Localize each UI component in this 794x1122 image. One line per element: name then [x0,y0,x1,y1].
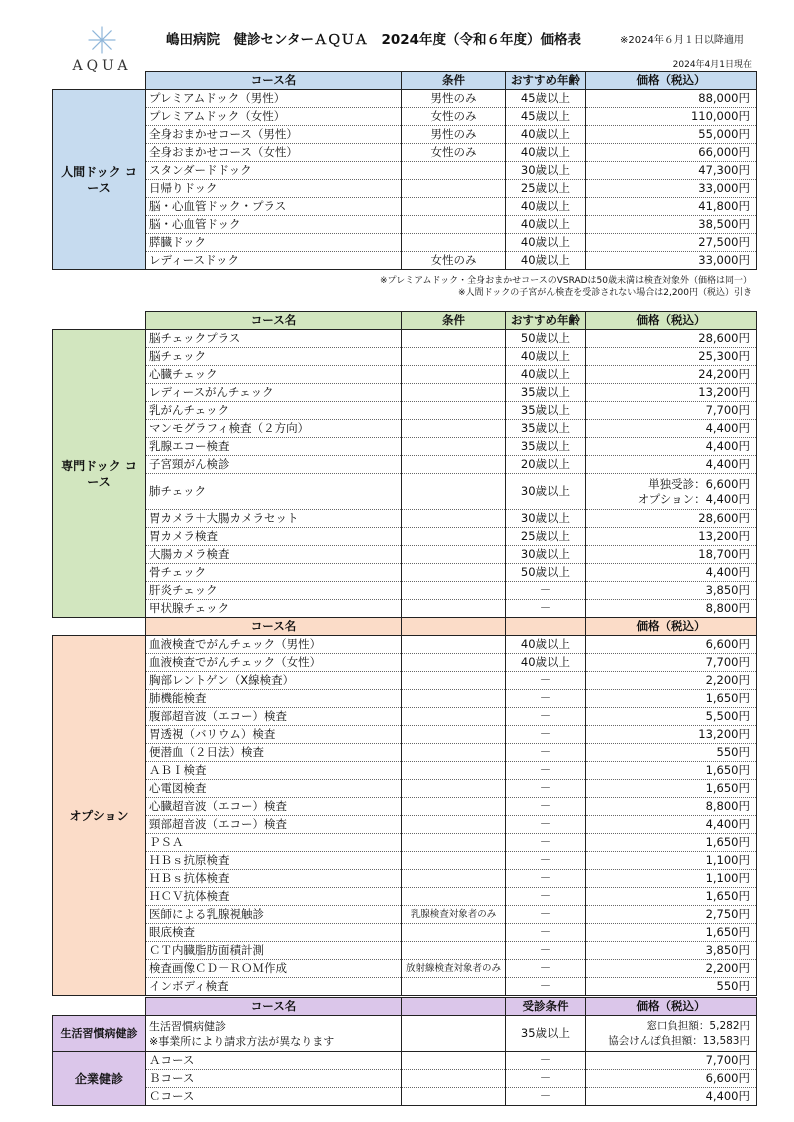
recommended-age: 30歳以上 [506,510,586,528]
ningen-dock-table [52,71,757,270]
header-course: コース名 [146,312,402,330]
lifestyle-age: 35歳以上 [506,1016,586,1052]
applies-note: ※2024年６月１日以降適用 [620,35,744,46]
price: 1,650円 [586,762,757,780]
recommended-age: － [506,708,586,726]
course-name: 胸部レントゲン（X線検査） [146,672,402,690]
course-name: マンモグラフィ検査（２方向） [146,420,402,438]
course-name: Ａコース [146,1052,402,1070]
recommended-age: － [506,762,586,780]
price: 2,200円 [586,960,757,978]
table-row [53,510,757,528]
table-row [53,1070,757,1088]
condition [402,474,506,510]
option-header-course: コース名 [146,618,402,636]
recommended-age: 35歳以上 [506,420,586,438]
recommended-age: － [506,798,586,816]
course-name: 心臓チェック [146,366,402,384]
condition: 乳腺検査対象者のみ [402,906,506,924]
recommended-age: 40歳以上 [506,234,586,252]
price: 550円 [586,744,757,762]
course-name: プレミアムドック（男性） [146,90,402,108]
price: 25,300円 [586,348,757,366]
table-row [53,816,757,834]
condition [402,510,506,528]
recommended-age: － [506,726,586,744]
price: 1,650円 [586,834,757,852]
condition [402,726,506,744]
course-name: 日帰りドック [146,180,402,198]
table-row [53,726,757,744]
course-name: 乳がんチェック [146,402,402,420]
table-row [53,144,757,162]
condition [402,348,506,366]
price: 1,650円 [586,780,757,798]
table-row [53,252,757,270]
table-row [53,546,757,564]
condition [402,366,506,384]
recommended-age: － [506,690,586,708]
recommended-age: 25歳以上 [506,528,586,546]
lifestyle-condition [402,1016,506,1052]
course-name: プレミアムドック（女性） [146,108,402,126]
header-price: 価格（税込） [586,72,757,90]
recommended-age: 40歳以上 [506,216,586,234]
table-row [53,654,757,672]
condition [402,456,506,474]
table-row [53,888,757,906]
recommended-age: － [506,906,586,924]
table-row [53,348,757,366]
course-name: 心電図検査 [146,780,402,798]
course-name: 心臓超音波（エコー）検査 [146,798,402,816]
price: 6,600円 [586,636,757,654]
price: 27,500円 [586,234,757,252]
course-name: 便潜血（２日法）検査 [146,744,402,762]
course-name: 骨チェック [146,564,402,582]
blank-header-cell [53,312,146,330]
recommended-age: 30歳以上 [506,474,586,510]
course-name: 肺機能検査 [146,690,402,708]
condition: 男性のみ [402,126,506,144]
price: 550円 [586,978,757,996]
recommended-age: 40歳以上 [506,366,586,384]
price: 13,200円 [586,528,757,546]
condition [402,708,506,726]
header-exam-condition: 受診条件 [506,998,586,1016]
condition [402,546,506,564]
price: 28,600円 [586,510,757,528]
recommended-age: 40歳以上 [506,126,586,144]
table-row [53,600,757,618]
lifestyle-row [53,1016,757,1052]
course-name: 胃透視（バリウム）検査 [146,726,402,744]
table-row [53,108,757,126]
table-row [53,234,757,252]
table-row [53,780,757,798]
recommended-age: － [506,924,586,942]
table-row [53,180,757,198]
recommended-age: 25歳以上 [506,180,586,198]
price: 110,000円 [586,108,757,126]
price: 4,400円 [586,438,757,456]
table-row [53,942,757,960]
condition [402,600,506,618]
price: 1,650円 [586,690,757,708]
course-name: インボディ検査 [146,978,402,996]
header-course: コース名 [146,72,402,90]
price: 3,850円 [586,942,757,960]
table-row [53,474,757,510]
condition [402,1088,506,1106]
recommended-age: － [506,960,586,978]
price: 41,800円 [586,198,757,216]
price: 5,500円 [586,708,757,726]
price: 55,000円 [586,126,757,144]
course-name: 脳チェックプラス [146,330,402,348]
condition [402,438,506,456]
recommended-age: 45歳以上 [506,90,586,108]
table-row [53,126,757,144]
recommended-age: 40歳以上 [506,144,586,162]
option-header-condition [402,618,506,636]
table-row [53,564,757,582]
recommended-age: 35歳以上 [506,438,586,456]
table-row [53,330,757,348]
table-row [53,708,757,726]
table-row [53,456,757,474]
course-name: 全身おまかせコース（男性） [146,126,402,144]
recommended-age: － [506,780,586,798]
table-row [53,852,757,870]
course-name: スタンダードドック [146,162,402,180]
recommended-age: － [506,888,586,906]
condition [402,798,506,816]
table-row [53,420,757,438]
course-name: 血液検査でがんチェック（男性） [146,636,402,654]
condition: 放射線検査対象者のみ [402,960,506,978]
table-row [53,1088,757,1106]
course-name: 脳・心血管ドック [146,216,402,234]
table-row [53,636,757,654]
recommended-age: 40歳以上 [506,348,586,366]
course-name: ＨＢｓ抗原検査 [146,852,402,870]
condition [402,744,506,762]
table-row [53,162,757,180]
condition [402,162,506,180]
table-row [53,960,757,978]
course-name: 腹部超音波（エコー）検査 [146,708,402,726]
price: 33,000円 [586,252,757,270]
condition [402,672,506,690]
price: 33,000円 [586,180,757,198]
price: 8,800円 [586,600,757,618]
price: 2,200円 [586,672,757,690]
table-row [53,366,757,384]
condition: 女性のみ [402,252,506,270]
condition [402,330,506,348]
exam-condition: － [506,1088,586,1106]
price: 66,000円 [586,144,757,162]
option-header-age [506,618,586,636]
condition [402,852,506,870]
recommended-age: － [506,816,586,834]
table-row [53,384,757,402]
condition [402,870,506,888]
price: 18,700円 [586,546,757,564]
condition [402,1070,506,1088]
course-name: ＣＴ内臓脂肪面積計測 [146,942,402,960]
recommended-age: － [506,870,586,888]
course-name: Ｃコース [146,1088,402,1106]
condition [402,816,506,834]
exam-condition: － [506,1070,586,1088]
price: 4,400円 [586,564,757,582]
recommended-age: － [506,978,586,996]
recommended-age: 45歳以上 [506,108,586,126]
ningen-note-1: ※プレミアムドック・全身おまかせコースのVSRADは50歳未満は検査対象外（価格は同一） [379,276,752,286]
course-name: 検査画像ＣＤ－ＲＯＭ作成 [146,960,402,978]
recommended-age: 30歳以上 [506,162,586,180]
condition [402,216,506,234]
price: 4,400円 [586,816,757,834]
recommended-age: － [506,672,586,690]
course-name: 肺チェック [146,474,402,510]
senmon-category: 専門ドック コース [53,330,146,618]
recommended-age: 50歳以上 [506,330,586,348]
header-condition-empty [402,998,506,1016]
course-name: 子宮頸がん検診 [146,456,402,474]
header-price: 価格（税込） [586,998,757,1016]
as-of-date: 2024年4月1日現在 [672,60,752,70]
condition [402,636,506,654]
course-name: 大腸カメラ検査 [146,546,402,564]
course-name: 乳腺エコー検査 [146,438,402,456]
condition [402,180,506,198]
option-category: オプション [53,636,146,996]
condition: 男性のみ [402,90,506,108]
course-name: 膵臓ドック [146,234,402,252]
course-name: 全身おまかせコース（女性） [146,144,402,162]
table-row [53,216,757,234]
header-age: おすすめ年齢 [506,72,586,90]
recommended-age: 30歳以上 [506,546,586,564]
price: 88,000円 [586,90,757,108]
table-row [53,582,757,600]
price: 7,700円 [586,402,757,420]
recommended-age: 40歳以上 [506,654,586,672]
price: 単独受診：6,600円 オプション：4,400円 [586,474,757,510]
course-name: 頸部超音波（エコー）検査 [146,816,402,834]
course-name: レディースがんチェック [146,384,402,402]
ningen-note-2: ※人間ドックの子宮がん検査を受診されない場合は2,200円（税込）引き [458,288,752,298]
price: 13,200円 [586,726,757,744]
table-row [53,438,757,456]
recommended-age: － [506,834,586,852]
course-name: 肝炎チェック [146,582,402,600]
table-row [53,834,757,852]
condition [402,402,506,420]
condition [402,528,506,546]
header-age: おすすめ年齢 [506,312,586,330]
recommended-age: 35歳以上 [506,384,586,402]
table-row [53,978,757,996]
recommended-age: － [506,744,586,762]
price: 7,700円 [586,654,757,672]
table-row [53,762,757,780]
course-name: ＰＳＡ [146,834,402,852]
condition [402,834,506,852]
course-name: Ｂコース [146,1070,402,1088]
ningen-category: 人間ドック コース [53,90,146,270]
condition [402,942,506,960]
course-name: ＨＢｓ抗体検査 [146,870,402,888]
recommended-age: 50歳以上 [506,564,586,582]
price: 1,100円 [586,852,757,870]
price: 4,400円 [586,420,757,438]
table-row [53,198,757,216]
table-row [53,1052,757,1070]
course-name: 甲状腺チェック [146,600,402,618]
price: 4,400円 [586,1088,757,1106]
recommended-age: － [506,600,586,618]
lifestyle-name: 生活習慣病健診 ※事業所により請求方法が異なります [146,1016,402,1052]
course-name: 眼底検査 [146,924,402,942]
page-title: 嶋田病院 健診センターＡＱＵＡ 2024年度（令和６年度）価格表 [166,32,582,48]
recommended-age: － [506,582,586,600]
condition [402,888,506,906]
course-name: 脳チェック [146,348,402,366]
condition [402,690,506,708]
recommended-age: 40歳以上 [506,252,586,270]
price: 2,750円 [586,906,757,924]
recommended-age: 35歳以上 [506,402,586,420]
table-row [53,744,757,762]
price: 24,200円 [586,366,757,384]
header-course: コース名 [146,998,402,1016]
condition [402,198,506,216]
price: 7,700円 [586,1052,757,1070]
corporate-category: 企業健診 [53,1052,146,1106]
header-condition: 条件 [402,72,506,90]
condition [402,1052,506,1070]
condition [402,234,506,252]
option-header-price: 価格（税込） [586,618,757,636]
table-row [53,528,757,546]
table-row [53,672,757,690]
header-price: 価格（税込） [586,312,757,330]
condition [402,582,506,600]
recommended-age: 20歳以上 [506,456,586,474]
condition: 女性のみ [402,108,506,126]
lifestyle-price: 窓口負担額：5,282円 協会けんぽ負担額：13,583円 [586,1016,757,1052]
condition [402,762,506,780]
price: 8,800円 [586,798,757,816]
ningen-notes [380,275,752,299]
course-name: 脳・心血管ドック・プラス [146,198,402,216]
blank-header-cell [53,998,146,1016]
table-row [53,690,757,708]
course-name: ＡＢＩ検査 [146,762,402,780]
condition [402,780,506,798]
course-name: 血液検査でがんチェック（女性） [146,654,402,672]
table-row [53,402,757,420]
blank-header-cell [53,618,146,636]
price: 38,500円 [586,216,757,234]
recommended-age: － [506,852,586,870]
price: 1,100円 [586,870,757,888]
course-name: 医師による乳腺視触診 [146,906,402,924]
recommended-age: － [506,942,586,960]
lifestyle-corporate-table [52,997,757,1106]
course-name: 胃カメラ検査 [146,528,402,546]
condition [402,924,506,942]
exam-condition: － [506,1052,586,1070]
price: 4,400円 [586,456,757,474]
course-name: ＨＣＶ抗体検査 [146,888,402,906]
table-row [53,798,757,816]
course-name: 胃カメラ＋大腸カメラセット [146,510,402,528]
course-name: レディースドック [146,252,402,270]
condition [402,420,506,438]
condition [402,654,506,672]
sparkle-icon [88,26,116,54]
condition [402,384,506,402]
table-row [53,906,757,924]
condition: 女性のみ [402,144,506,162]
recommended-age: 40歳以上 [506,198,586,216]
recommended-age: 40歳以上 [506,636,586,654]
senmon-dock-table [52,311,757,996]
table-row [53,90,757,108]
condition [402,564,506,582]
condition [402,978,506,996]
lifestyle-category: 生活習慣病健診 [53,1016,146,1052]
price: 3,850円 [586,582,757,600]
blank-header-cell [53,72,146,90]
price: 6,600円 [586,1070,757,1088]
header-condition: 条件 [402,312,506,330]
price: 1,650円 [586,924,757,942]
price: 47,300円 [586,162,757,180]
price: 1,650円 [586,888,757,906]
logo-text: AQUA [72,58,132,74]
table-row [53,870,757,888]
table-row [53,924,757,942]
price: 28,600円 [586,330,757,348]
price: 13,200円 [586,384,757,402]
